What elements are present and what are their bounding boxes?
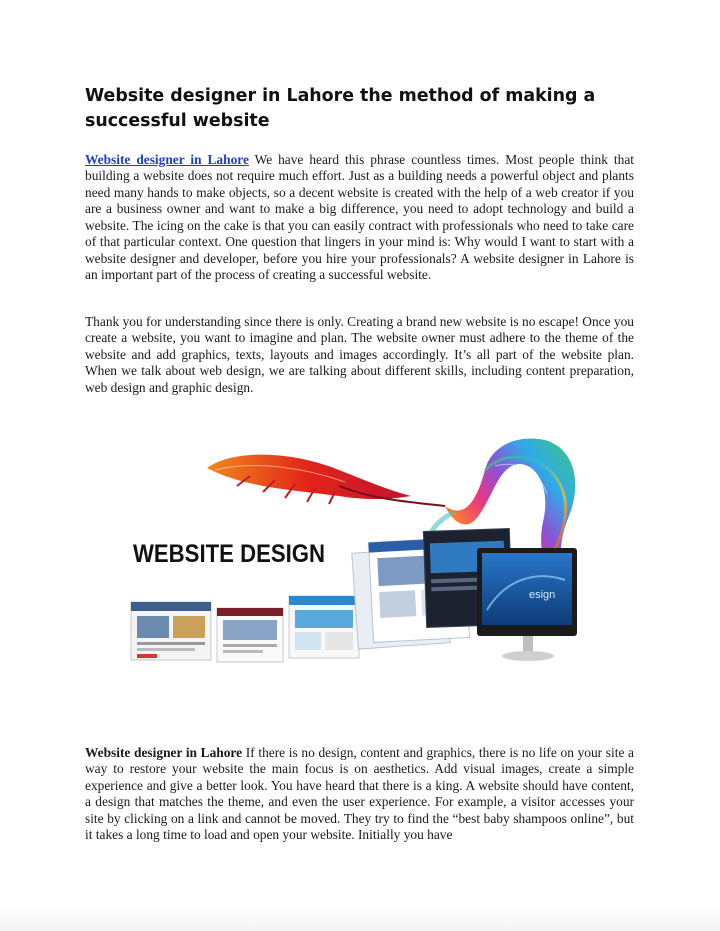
third-paragraph-lead: Website designer in Lahore — [85, 745, 243, 760]
website-thumbnail-1 — [131, 602, 211, 660]
third-paragraph — [85, 745, 634, 844]
second-paragraph: Thank you for understanding since there is only. Creating a brand new website is no escape! Once you create a website, you want to imagine and plan. The website owner must adhere to the theme of the website and add graphics, texts, layouts and images accordingly. It’s all part of the website plan. When we talk about web design, we are talking about different skills, including content preparation, web design and graphic design. — [85, 314, 634, 395]
website-designer-link[interactable]: Website designer in Lahore — [85, 152, 249, 167]
third-paragraph-text: If there is no design, content and graphics, there is no life on your site a way to restore your website the main focus is on aesthetics. Add visual images, create a simple experience and give a better look. You have heard that there is a king. A website should have content, a design that matches the theme, and even the user experience. For example, a visitor accesses your site by clicking on a link and cannot be moved. They try to find the “best baby shampoos online”, but it takes a long time to load and open your website. Initially you have — [85, 745, 634, 843]
website-design-wordmark: WEBSITE DESIGN — [133, 540, 325, 568]
desktop-monitor-icon — [477, 548, 577, 661]
intro-paragraph-text: We have heard this phrase countless times. Most people think that building a website does not require much effort. Just as a building needs a powerful object and plants need many hands to make objects, so a decent website is created with the help of a web creator if you are a business owner and want to make a big difference, you need to adopt technology and build a website. The icing on the cake is that you can easily contract with professionals who need to take care of that particular context. One question that lingers in your mind is: Why would I want to start with a website designer and developer, before you hire your professionals? A website designer in Lahore is an important part of the process of creating a successful website. — [85, 152, 634, 283]
page-title: Website designer in Lahore the method of making a successful website — [85, 86, 596, 131]
intro-paragraph — [85, 152, 634, 284]
website-thumbnail-2 — [217, 608, 283, 662]
feather-quill-icon — [207, 455, 445, 506]
website-thumbnail-3 — [289, 596, 359, 658]
website-design-illustration — [125, 430, 595, 690]
monitor-screen-text: esign — [529, 589, 556, 601]
page-bottom-fade — [0, 905, 720, 931]
